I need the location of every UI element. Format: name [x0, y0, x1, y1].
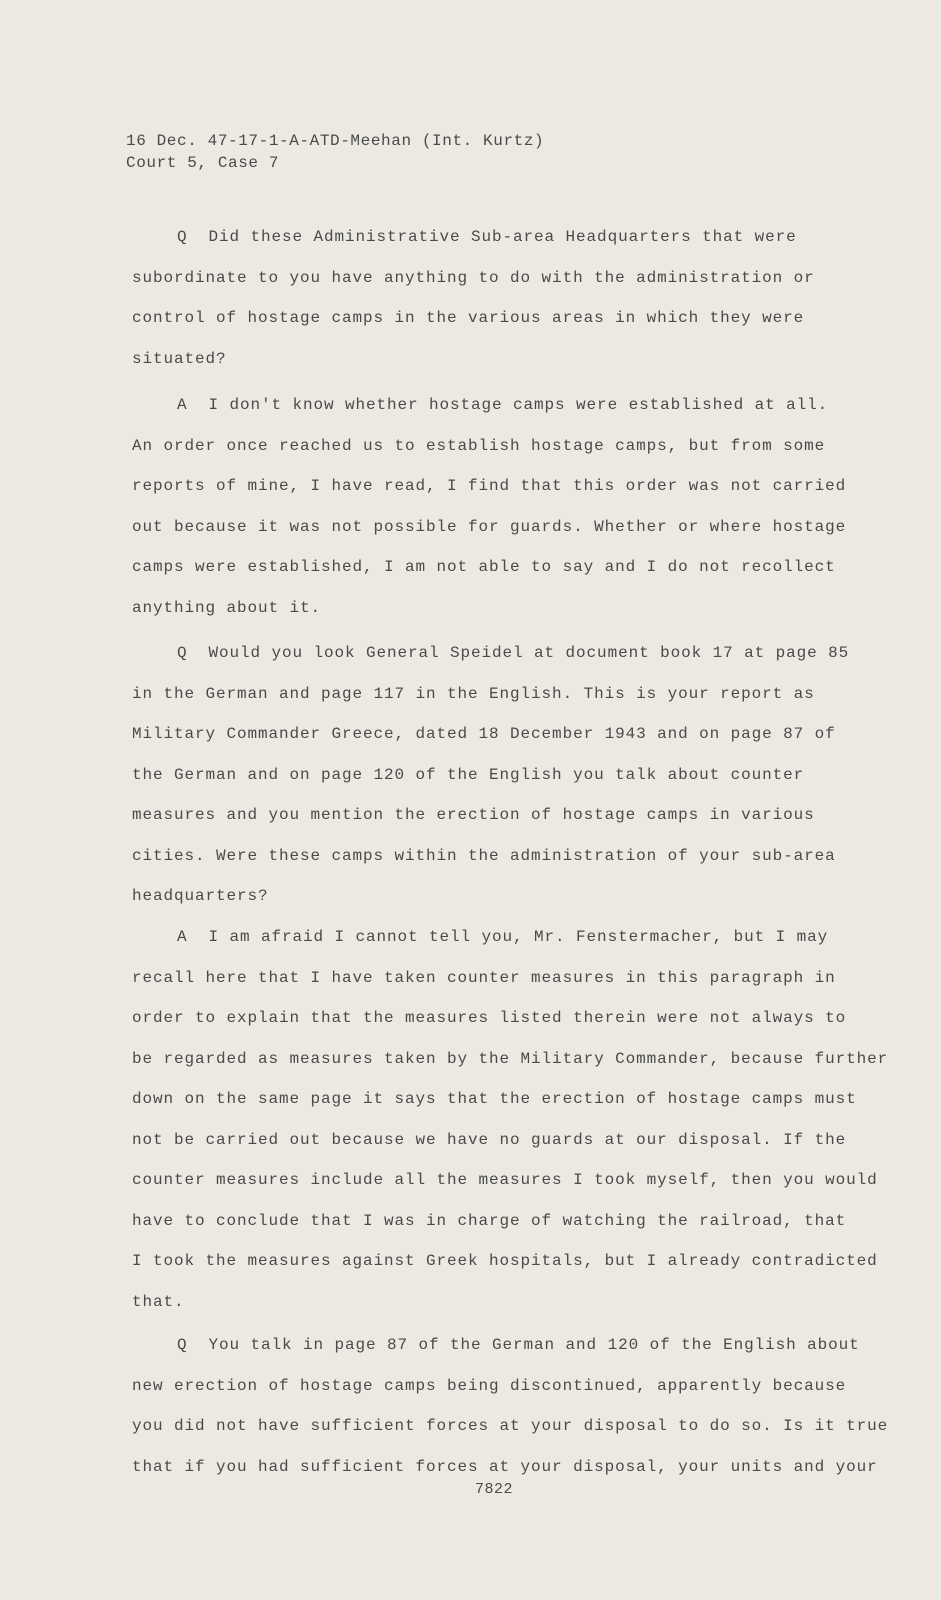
text-line: counter measures include all the measures I took myself, then you would [132, 1171, 878, 1189]
page-number: 7822 [475, 1481, 514, 1498]
question-paragraph [132, 633, 849, 917]
text-line: anything about it. [132, 598, 322, 617]
text-line: Q Did these Administrative Sub-area Headquarters that were [177, 228, 797, 246]
text-line: that if you had sufficient forces at your disposal, your units and your [132, 1457, 878, 1476]
text-line: An order once reached us to establish hostage camps, but from some [132, 436, 826, 455]
header-court-case: Court 5, Case 7 [126, 154, 280, 172]
text-line: order to explain that the measures listed therein were not always to [132, 1009, 847, 1027]
text-line: Q Would you look General Speidel at document book 17 at page 85 [177, 644, 850, 662]
text-line: situated? [132, 349, 227, 368]
document-header [126, 130, 544, 174]
text-line: I took the measures against Greek hospitals, but I already contradicted [132, 1252, 878, 1270]
text-line: be regarded as measures taken by the Military Commander, because further [132, 1049, 889, 1068]
header-reference: 16 Dec. 47-17-1-A-ATD-Meehan (Int. Kurtz) [126, 132, 545, 150]
answer-paragraph [132, 385, 846, 628]
text-line: in the German and page 117 in the English. This is your report as [132, 684, 815, 703]
text-line: that. [132, 1292, 185, 1311]
text-line: control of hostage camps in the various areas in which they were [132, 309, 805, 327]
text-line: cities. Were these camps within the administration of your sub-area [132, 846, 836, 865]
text-line: have to conclude that I was in charge of watching the railroad, that [132, 1211, 847, 1230]
text-line: not be carried out because we have no guards at our disposal. If the [132, 1130, 847, 1149]
text-line: A I don't know whether hostage camps were established at all. [177, 396, 829, 414]
text-line: down on the same page it says that the erection of hostage camps must [132, 1090, 857, 1108]
question-paragraph [132, 1325, 888, 1487]
text-line: Military Commander Greece, dated 18 December 1943 and on page 87 of [132, 725, 836, 743]
text-line: out because it was not possible for guards. Whether or where hostage [132, 517, 847, 536]
text-line: new erection of hostage camps being discontinued, apparently because [132, 1376, 847, 1395]
text-line: Q You talk in page 87 of the German and 120 of the English about [177, 1336, 860, 1354]
text-line: headquarters? [132, 887, 269, 905]
text-line: subordinate to you have anything to do with the administration or [132, 268, 815, 287]
text-line: measures and you mention the erection of hostage camps in various [132, 806, 815, 824]
text-line: recall here that I have taken counter measures in this paragraph in [132, 968, 836, 987]
text-line: camps were established, I am not able to say and I do not recollect [132, 558, 836, 576]
text-line: you did not have sufficient forces at your disposal to do so. Is it true [132, 1417, 889, 1435]
text-line: reports of mine, I have read, I find that this order was not carried [132, 477, 847, 495]
text-line: A I am afraid I cannot tell you, Mr. Fenstermacher, but I may [177, 928, 829, 946]
question-paragraph [132, 217, 815, 379]
answer-paragraph [132, 917, 888, 1322]
text-line: the German and on page 120 of the English you talk about counter [132, 765, 805, 784]
